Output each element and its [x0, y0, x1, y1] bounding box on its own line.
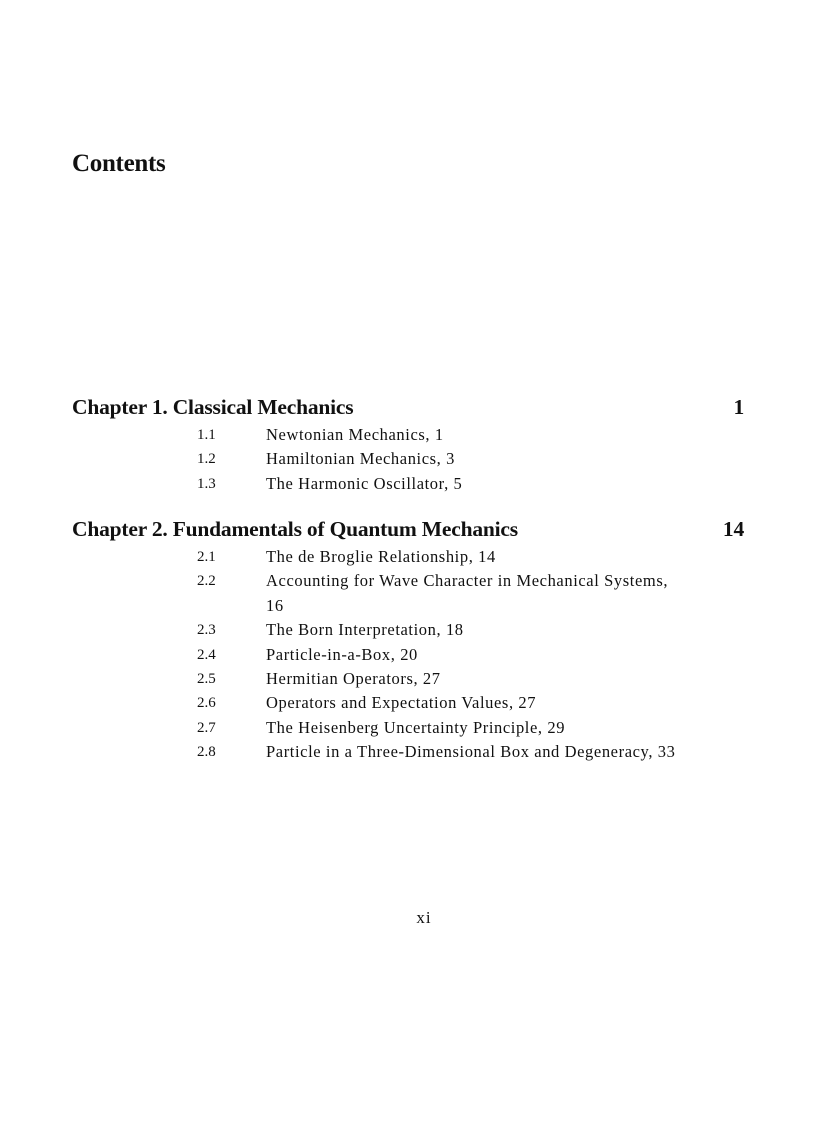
section-title: Newtonian Mechanics, 1: [266, 425, 444, 444]
toc-entry[interactable]: [72, 447, 744, 471]
section-number: 2.8: [197, 744, 216, 761]
chapter-page-number: 1: [733, 395, 744, 419]
section-title: Hermitian Operators, 27: [266, 669, 441, 689]
section-list: [72, 545, 744, 765]
section-number: 2.4: [197, 646, 216, 663]
chapter-title: Chapter 1. Classical Mechanics: [72, 395, 354, 419]
section-title: The Harmonic Oscillator, 5: [266, 473, 463, 493]
section-number: 2.6: [197, 695, 216, 712]
toc-entry[interactable]: [72, 545, 744, 569]
section-number: 2.5: [197, 671, 216, 688]
toc-chapter-2: [72, 517, 744, 765]
section-number: 2.3: [197, 622, 216, 639]
section-number: 1.1: [197, 427, 216, 443]
toc-entry[interactable]: [72, 667, 744, 691]
section-number: 1.3: [197, 475, 216, 492]
page-title: Contents: [72, 150, 166, 177]
toc-entry[interactable]: [72, 691, 744, 715]
chapter-page-number: 14: [722, 517, 744, 541]
section-number: 2.2: [197, 573, 216, 590]
section-title: Hamiltonian Mechanics, 3: [266, 449, 455, 469]
section-number: 2.1: [197, 549, 216, 565]
chapter-heading[interactable]: [72, 395, 744, 423]
toc-chapter-1: [72, 395, 744, 496]
section-title: The de Broglie Relationship, 14: [266, 547, 496, 566]
section-number: 1.2: [197, 451, 216, 468]
chapter-heading[interactable]: [72, 517, 744, 545]
section-title: The Heisenberg Uncertainty Principle, 29: [266, 717, 566, 737]
toc-entry[interactable]: [72, 472, 744, 496]
toc-entry[interactable]: [72, 643, 744, 667]
section-title: Operators and Expectation Values, 27: [266, 693, 537, 713]
section-number: 2.7: [197, 719, 216, 736]
section-list: [72, 423, 744, 496]
section-title: Particle-in-a-Box, 20: [266, 644, 418, 664]
toc-entry[interactable]: [72, 740, 744, 764]
toc-entry[interactable]: [72, 618, 744, 642]
section-title: Particle in a Three-Dimensional Box and Degeneracy, 33: [266, 742, 676, 762]
section-title: Accounting for Wave Character in Mechanical Systems, 16: [266, 571, 669, 615]
page-number-folio: xi: [416, 908, 432, 927]
toc-entry[interactable]: [72, 423, 744, 447]
section-title: The Born Interpretation, 18: [266, 620, 464, 640]
toc-entry[interactable]: [72, 716, 744, 740]
toc-entry[interactable]: [72, 569, 744, 618]
chapter-title: Chapter 2. Fundamentals of Quantum Mechanics: [72, 517, 518, 541]
